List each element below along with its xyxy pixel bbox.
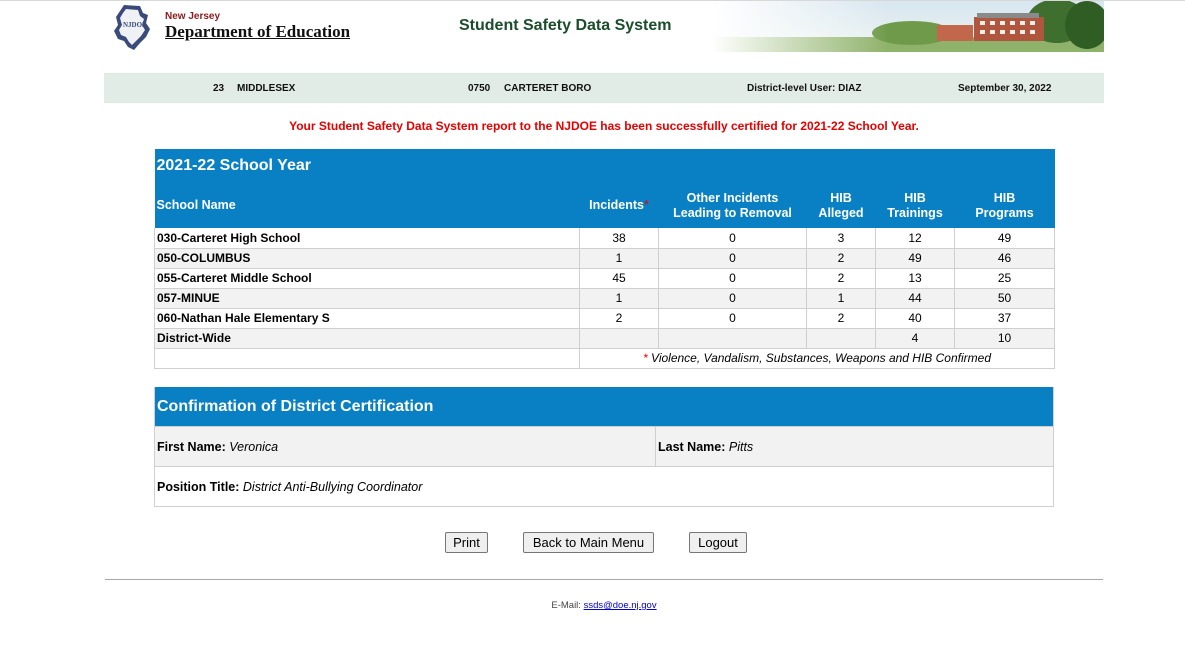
table-row [155,248,1055,268]
department-name: Department of Education [165,22,351,41]
logout-button[interactable]: Logout [689,532,747,553]
district-info-bar [104,73,1104,103]
school-data-table [154,149,1055,369]
county-code: 23 [213,83,225,94]
confirmation-name-row [155,426,1053,466]
user-label: District-level User: DIAZ [747,83,862,94]
hib-programs-cell: 49 [955,228,1055,248]
nj-state-logo-icon [110,3,156,51]
hib-trainings-cell: 4 [876,328,955,348]
hib-programs-cell: 10 [955,328,1055,348]
hib-alleged-cell: 1 [807,288,876,308]
school-name-cell: 050-COLUMBUS [155,248,580,268]
footnote-spacer [155,348,580,368]
footer-divider [105,579,1103,580]
other-incidents-cell [659,328,807,348]
page-header [104,1,1104,53]
incidents-cell [580,328,659,348]
confirmation-panel [154,387,1054,507]
hib-programs-cell: 37 [955,308,1055,328]
col-header-incidents: Incidents* [580,183,659,228]
other-incidents-cell: 0 [659,228,807,248]
first-name-field: First Name: Veronica [155,427,656,466]
state-name: New Jersey [165,11,221,22]
hib-alleged-cell: 3 [807,228,876,248]
col-header-school-name: School Name [155,183,580,228]
hib-programs-cell: 25 [955,268,1055,288]
table-row [155,268,1055,288]
email-label: E-Mail: [551,600,581,611]
hib-alleged-cell [807,328,876,348]
school-name-cell: District-Wide [155,328,580,348]
incidents-asterisk: * [644,198,649,212]
back-to-main-menu-button[interactable]: Back to Main Menu [523,532,654,553]
hib-trainings-cell: 49 [876,248,955,268]
confirmation-title: Confirmation of District Certification [155,387,1053,426]
hib-trainings-cell: 13 [876,268,955,288]
incidents-footnote: * Violence, Vandalism, Substances, Weapons and HIB Confirmed [580,348,1055,368]
hib-programs-cell: 50 [955,288,1055,308]
hib-alleged-cell: 2 [807,268,876,288]
county-name: MIDDLESEX [237,83,296,94]
school-name-cell: 030-Carteret High School [155,228,580,248]
footer [0,600,1185,611]
logo-text: NJDOE [123,21,147,29]
hib-alleged-cell: 2 [807,248,876,268]
col-header-hib-alleged: HIB Alleged [807,183,876,228]
table-row [155,228,1055,248]
position-title-field: Position Title: District Anti-Bullying Coordinator [157,480,423,494]
other-incidents-cell: 0 [659,288,807,308]
hib-trainings-cell: 12 [876,228,955,248]
col-header-hib-trainings: HIB Trainings [876,183,955,228]
other-incidents-cell: 0 [659,308,807,328]
hib-trainings-cell: 44 [876,288,955,308]
district-name: CARTERET BORO [504,83,592,94]
incidents-cell: 45 [580,268,659,288]
report-date: September 30, 2022 [958,83,1052,94]
school-campus-banner-image [712,1,1104,52]
school-name-cell: 055-Carteret Middle School [155,268,580,288]
table-row [155,308,1055,328]
col-header-hib-programs: HIB Programs [955,183,1055,228]
footnote-row [155,348,1055,368]
print-button[interactable]: Print [445,532,488,553]
system-title: Student Safety Data System [459,17,672,34]
district-code: 0750 [468,83,491,94]
incidents-cell: 2 [580,308,659,328]
district-wide-row [155,328,1055,348]
incidents-cell: 1 [580,248,659,268]
email-link[interactable]: ssds@doe.nj.gov [583,600,657,611]
school-name-cell: 057-MINUE [155,288,580,308]
incidents-cell: 38 [580,228,659,248]
school-year-title: 2021-22 School Year [155,149,1055,183]
hib-alleged-cell: 2 [807,308,876,328]
school-name-cell: 060-Nathan Hale Elementary S [155,308,580,328]
certification-success-message: Your Student Safety Data System report to the NJDOE has been successfully certified for 2021-22 School Year. [289,119,919,133]
other-incidents-cell: 0 [659,248,807,268]
confirmation-position-row [155,466,1053,506]
table-row [155,288,1055,308]
last-name-field: Last Name: Pitts [658,440,754,454]
hib-trainings-cell: 40 [876,308,955,328]
other-incidents-cell: 0 [659,268,807,288]
col-header-other-incidents: Other Incidents Leading to Removal [659,183,807,228]
incidents-cell: 1 [580,288,659,308]
hib-programs-cell: 46 [955,248,1055,268]
